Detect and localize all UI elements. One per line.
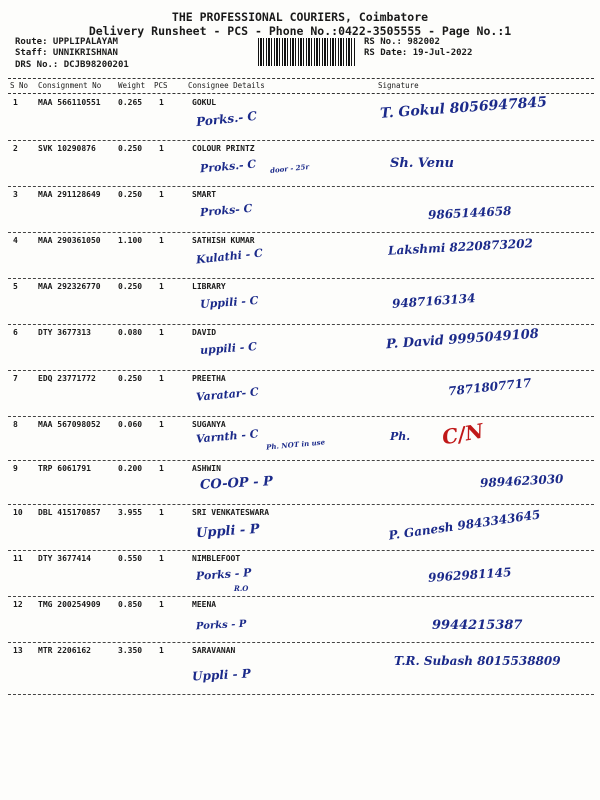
- drs-number: DRS No.: DCJB98200201: [15, 60, 129, 70]
- row-consignee: SUGANYA: [192, 420, 226, 429]
- row-weight: 0.060: [118, 420, 143, 429]
- row-pcs: 1: [159, 464, 164, 473]
- row-weight: 0.250: [118, 144, 143, 153]
- row-consignment: MAA 291128649: [38, 190, 101, 199]
- handwritten-route: Varnth - C: [195, 427, 259, 446]
- row-consignment: MAA 566110551: [38, 98, 101, 107]
- row-consignment: MAA 567098052: [38, 420, 101, 429]
- row-sno: 4: [13, 236, 18, 245]
- row-consignment: DTY 3677414: [38, 554, 91, 563]
- table-row: [8, 504, 594, 551]
- table-row: [8, 94, 594, 141]
- row-sno: 2: [13, 144, 18, 153]
- signature: Ph.: [390, 430, 411, 443]
- signature: Sh. Venu: [390, 156, 454, 171]
- signature: T. Gokul 8056947845: [379, 94, 548, 122]
- col-sno: S No: [10, 81, 29, 90]
- handwritten-route: uppili - C: [199, 340, 258, 357]
- row-weight: 0.265: [118, 98, 143, 107]
- row-pcs: 1: [159, 236, 164, 245]
- row-pcs: 1: [159, 190, 164, 199]
- handwritten-note: door - 25r: [269, 161, 310, 176]
- handwritten-route: Uppli - P: [195, 521, 261, 542]
- row-weight: 0.850: [118, 600, 143, 609]
- row-pcs: 1: [159, 374, 164, 383]
- row-consignee: SATHISH KUMAR: [192, 236, 255, 245]
- runsheet-title: Delivery Runsheet - PCS - Phone No.:0422-3505555 - Page No.:1: [88, 24, 512, 38]
- handwritten-route: Uppili - C: [199, 293, 259, 312]
- handwritten-route: Porks - P: [195, 566, 252, 583]
- col-pcs: PCS: [154, 81, 168, 90]
- table-row: [8, 324, 594, 371]
- row-weight: 0.250: [118, 374, 143, 383]
- row-consignee: NIMBLEFOOT: [192, 554, 241, 563]
- table-row: [8, 460, 594, 505]
- company-title: THE PROFESSIONAL COURIERS, Coimbatore: [171, 10, 429, 24]
- table-row: [8, 642, 594, 695]
- row-pcs: 1: [159, 420, 164, 429]
- signature: 9865144658: [427, 203, 512, 223]
- row-consignee: DAVID: [192, 328, 217, 337]
- row-pcs: 1: [159, 600, 164, 609]
- handwritten-note: R.O: [234, 584, 249, 593]
- handwritten-route: Uppli - P: [191, 666, 252, 684]
- row-sno: 1: [13, 98, 18, 107]
- signature: 9944215387: [432, 618, 523, 633]
- handwritten-note: Ph. NOT in use: [265, 437, 326, 452]
- table-header: [8, 78, 594, 94]
- table-row: [8, 550, 594, 597]
- row-pcs: 1: [159, 144, 164, 153]
- barcode: [258, 38, 356, 66]
- row-consignee: GOKUL: [192, 98, 217, 107]
- row-consignee: COLOUR PRINTZ: [192, 144, 255, 153]
- staff: Staff: UNNIKRISHNAN: [15, 48, 118, 58]
- row-sno: 9: [13, 464, 18, 473]
- row-sno: 7: [13, 374, 18, 383]
- row-pcs: 1: [159, 328, 164, 337]
- row-weight: 3.955: [118, 508, 143, 517]
- row-weight: 3.350: [118, 646, 143, 655]
- row-consignment: MTR 2206162: [38, 646, 91, 655]
- rs-date: RS Date: 19-Jul-2022: [364, 48, 473, 58]
- handwritten-route: Proks.- C: [199, 157, 257, 176]
- row-consignee: SRI VENKATESWARA: [192, 508, 270, 517]
- row-consignment: MAA 290361050: [38, 236, 101, 245]
- table-row: [8, 232, 594, 279]
- row-pcs: 1: [159, 282, 164, 291]
- row-sno: 3: [13, 190, 18, 199]
- row-consignment: SVK 10290876: [38, 144, 96, 153]
- handwritten-route: Varatar- C: [195, 385, 260, 404]
- row-sno: 13: [13, 646, 23, 655]
- row-weight: 1.100: [118, 236, 143, 245]
- signature: 9962981145: [427, 565, 512, 585]
- row-sno: 5: [13, 282, 18, 291]
- signature: 7871807717: [447, 375, 533, 399]
- handwritten-route: CO-OP - P: [199, 474, 274, 493]
- row-consignment: DTY 3677313: [38, 328, 91, 337]
- row-sno: 11: [13, 554, 23, 563]
- rs-number: RS No.: 982002: [364, 37, 440, 47]
- row-weight: 0.080: [118, 328, 143, 337]
- row-sno: 12: [13, 600, 23, 609]
- row-sno: 6: [13, 328, 18, 337]
- row-consignee: SARAVANAN: [192, 646, 236, 655]
- signature: 9487163134: [391, 291, 476, 311]
- row-consignee: LIBRARY: [192, 282, 226, 291]
- row-consignee: PREETHA: [192, 374, 226, 383]
- row-pcs: 1: [159, 554, 164, 563]
- row-weight: 0.550: [118, 554, 143, 563]
- row-sno: 8: [13, 420, 18, 429]
- table-row: [8, 278, 594, 325]
- row-pcs: 1: [159, 98, 164, 107]
- col-weight: Weight: [118, 81, 146, 90]
- col-consignment: Consignment No: [38, 81, 102, 90]
- row-consignment: EDQ 23771772: [38, 374, 96, 383]
- table-row: [8, 416, 594, 461]
- signature: T.R. Subash 8015538809: [394, 654, 561, 668]
- handwritten-route: Kulathi - C: [195, 246, 264, 267]
- row-pcs: 1: [159, 508, 164, 517]
- signature: Lakshmi 8220873202: [387, 236, 534, 258]
- handwritten-route: Porks - P: [195, 618, 247, 633]
- table-row: [8, 186, 594, 233]
- row-consignee: ASHWIN: [192, 464, 221, 473]
- row-consignment: TRP 6061791: [38, 464, 91, 473]
- signature: P. Ganesh 9843343645: [387, 507, 542, 543]
- table-row: [8, 370, 594, 417]
- col-signature: Signature: [378, 81, 419, 90]
- row-consignment: DBL 415170857: [38, 508, 101, 517]
- row-consignment: TMG 200254909: [38, 600, 101, 609]
- signature: P. David 9995049108: [385, 326, 540, 353]
- table-row: [8, 596, 594, 643]
- table-row: [8, 140, 594, 187]
- handwritten-route: Porks.- C: [195, 108, 258, 130]
- row-pcs: 1: [159, 646, 164, 655]
- row-consignment: MAA 292326770: [38, 282, 101, 291]
- row-weight: 0.200: [118, 464, 143, 473]
- signature: 9894623030: [479, 471, 564, 491]
- row-consignee: MEENA: [192, 600, 217, 609]
- row-consignee: SMART: [192, 190, 217, 199]
- row-sno: 10: [13, 508, 23, 517]
- route: Route: UPPLIPALAYAM: [15, 37, 118, 47]
- row-weight: 0.250: [118, 282, 143, 291]
- cn-mark: C/N: [440, 418, 486, 450]
- handwritten-route: Proks- C: [199, 201, 253, 220]
- row-weight: 0.250: [118, 190, 143, 199]
- col-consignee: Consignee Details: [188, 81, 265, 90]
